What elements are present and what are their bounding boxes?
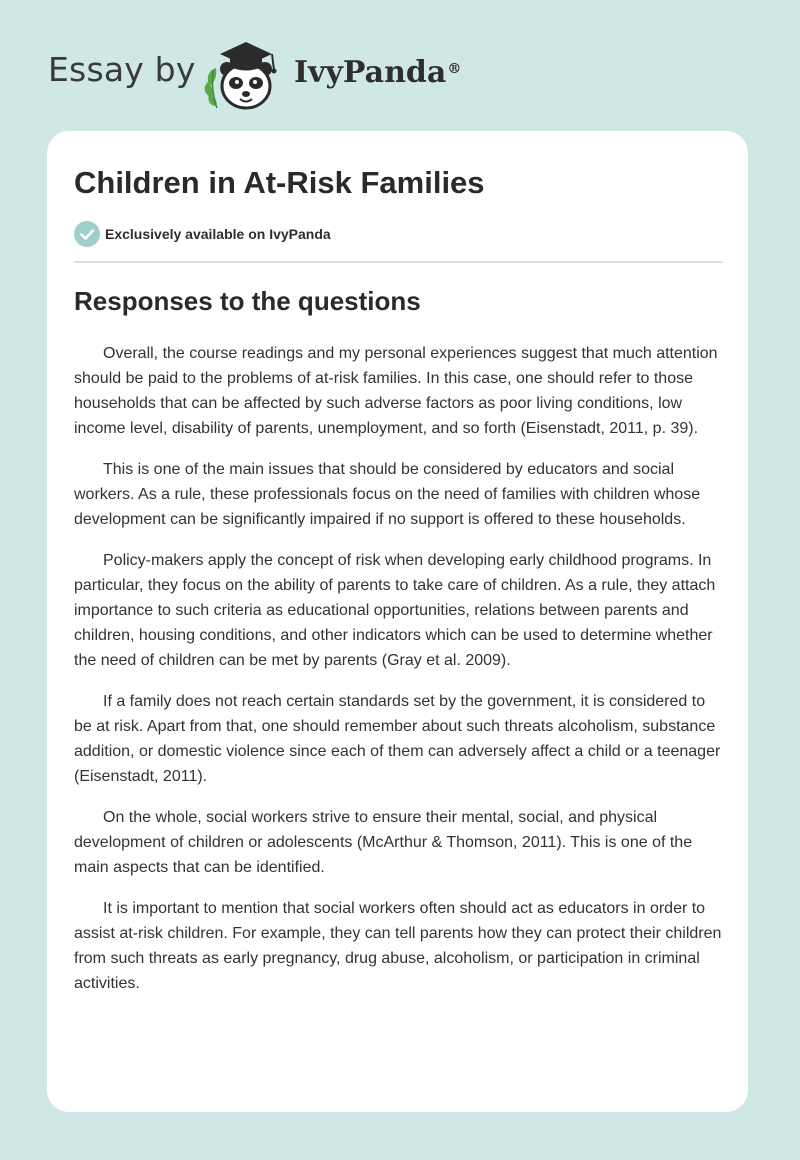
paragraph: If a family does not reach certain standards set by the government, it is considered to be at risk. Apart from that, one should remember about such threats alcoholism, substance addition, or domestic violence since each of them can adversely affect a child or a teenager (Eisenstadt, 2011).	[74, 693, 721, 785]
divider	[74, 261, 723, 263]
brand-name[interactable]	[294, 53, 461, 93]
essay-card	[47, 131, 748, 1112]
essay-body	[74, 341, 726, 1012]
page-title: Children in At-Risk Families	[74, 165, 485, 200]
paragraph: This is one of the main issues that should be considered by educators and social workers. As a rule, these professionals focus on the need of families with children whose development can be significantly impaired if no support is offered to these households.	[74, 461, 701, 528]
exclusive-badge	[74, 221, 331, 247]
exclusive-badge-text: Exclusively available on IvyPanda	[105, 226, 331, 242]
panda-graduation-cap-icon[interactable]	[200, 36, 292, 112]
check-circle-icon	[74, 221, 100, 247]
paragraph: It is important to mention that social workers often should act as educators in order to assist at-risk children. For example, they can tell parents how they can protect their children from such threats as early pregnancy, drug abuse, alcoholism, or participation in criminal activities.	[74, 900, 722, 992]
section-heading: Responses to the questions	[74, 286, 421, 316]
site-header	[0, 0, 800, 130]
brand-name-text: IvyPanda	[294, 55, 447, 90]
paragraph: Policy-makers apply the concept of risk when developing early childhood programs. In particular, they focus on the ability of parents to take care of children. As a rule, they attach importance to such criteria as educational opportunities, relations between parents and children, housing conditions, and other indicators which can be used to determine whether the need of children can be met by parents (Gray et al. 2009).	[74, 552, 716, 669]
registered-mark: ®	[447, 61, 462, 77]
paragraph: On the whole, social workers strive to ensure their mental, social, and physical development of children or adolescents (McArthur & Thomson, 2011). This is one of the main aspects that can be identified.	[74, 809, 693, 876]
paragraph: Overall, the course readings and my personal experiences suggest that much attention should be paid to the problems of at-risk families. In this case, one should refer to those households that can be affected by such adverse factors as poor living conditions, low income level, disability of parents, unemployment, and so forth (Eisenstadt, 2011, p. 39).	[74, 345, 718, 437]
brand-prefix: Essay by	[48, 50, 196, 89]
